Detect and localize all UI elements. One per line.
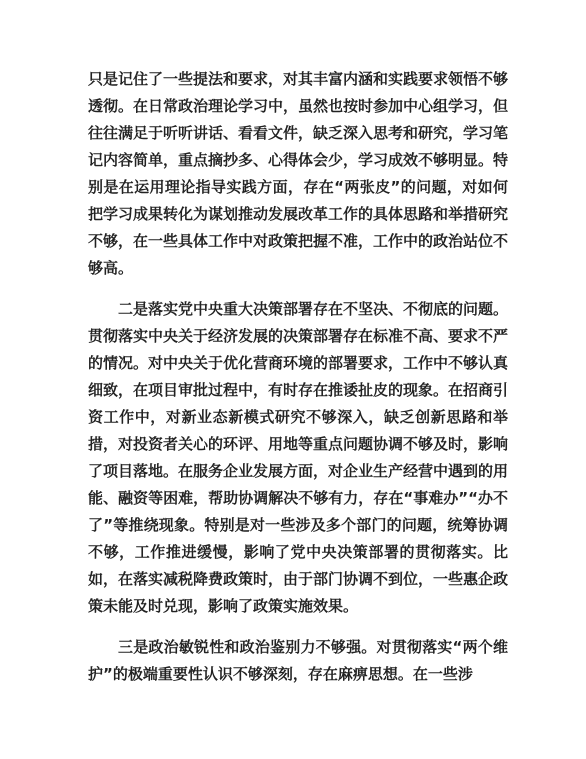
paragraph-point-two: 二是落实党中央重大决策部署存在不坚决、不彻底的问题。贯彻落实中央关于经济发展的决策部署存在标准不高、要求不严的情况。对中央关于优化营商环境的部署要求，工作中不够认真细致，在项目审批过程中，有时存在推诿扯皮的现象。在招商引资工作中，对新业态新模式研究不够深入，缺乏创新思路和举措，对投资者关心的环评、用地等重点问题协调不够及时，影响了项目落地。在服务企业发展方面，对企业生产经营中遇到的用能、融资等困难，帮助协调解决不够有力，存在“事难办”“办不了”等推绕现象。特别是对一些涉及多个部门的问题，统筹协调不够，工作推进缓慢，影响了党中央决策部署的贯彻落实。比如，在落实减税降费政策时，由于部门协调不到位，一些惠企政策未能及时兑现，影响了政策实施效果。 <box>88 300 509 615</box>
document-body <box>88 66 508 688</box>
paragraph-point-three: 三是政治敏锐性和政治鉴别力不够强。对贯彻落实“两个维护”的极端重要性认识不够深刻，存在麻痹思想。在一些涉 <box>88 638 508 683</box>
paragraph-continuation: 只是记住了一些提法和要求，对其丰富内涵和实践要求领悟不够透彻。在日常政治理论学习中，虽然也按时参加中心组学习，但往往满足于听听讲话、看看文件，缺乏深入思考和研究，学习笔记内容简单，重点摘抄多、心得体会少，学习成效不够明显。特别是在运用理论指导实践方面，存在“两张皮”的问题，对如何把学习成果转化为谋划推动发展改革工作的具体思路和举措研究不够，在一些具体工作中对政策把握不准，工作中的政治站位不够高。 <box>88 70 509 277</box>
